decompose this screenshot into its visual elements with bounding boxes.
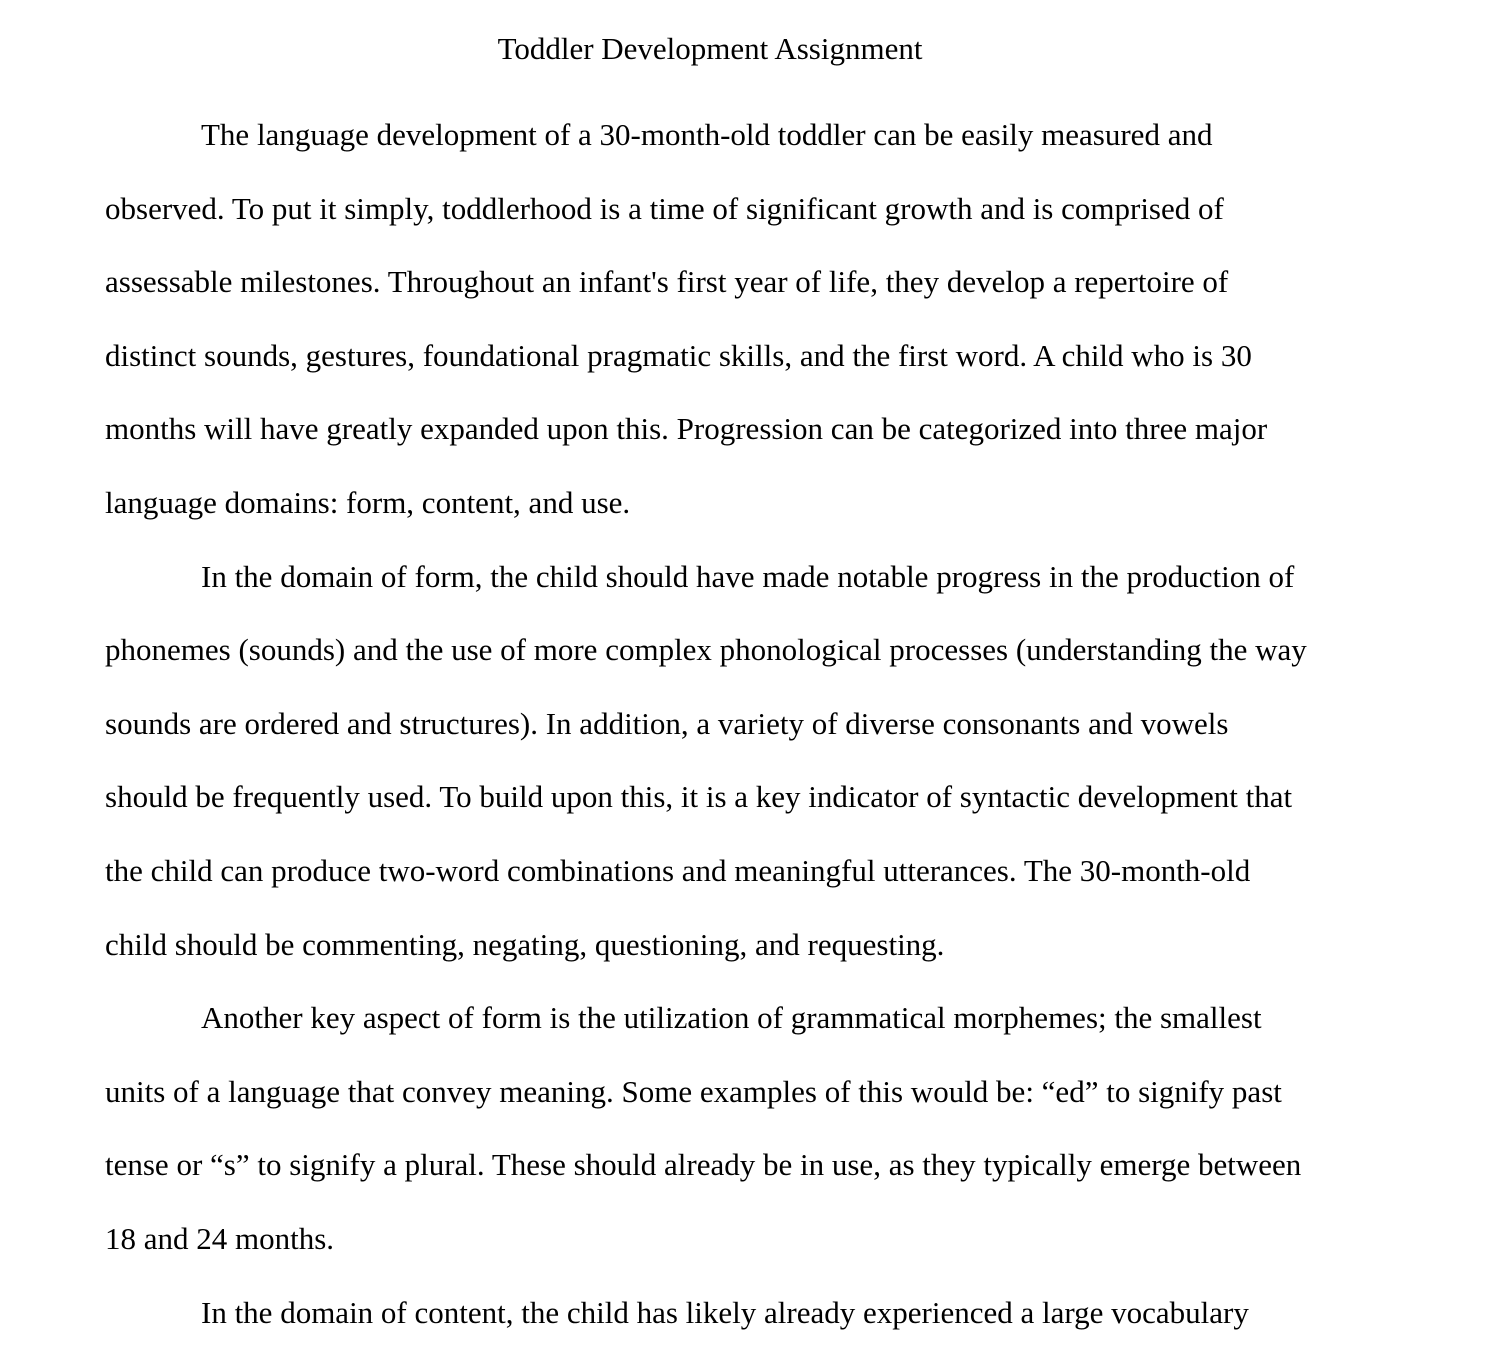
- paragraph-form: [105, 540, 1365, 982]
- paragraph-intro: [105, 98, 1365, 540]
- paragraph-line: months will have greatly expanded upon this. Progression can be categorized into three major: [105, 392, 1365, 466]
- paragraph-content: [105, 1276, 1365, 1349]
- document-title: Toddler Development Assignment: [0, 29, 1420, 69]
- paragraph-line: In the domain of form, the child should have made notable progress in the production of: [105, 540, 1365, 614]
- paragraph-line: assessable milestones. Throughout an infant's first year of life, they develop a repertoire of: [105, 245, 1365, 319]
- paragraph-line: child should be commenting, negating, questioning, and requesting.: [105, 908, 1365, 982]
- paragraph-line: phonemes (sounds) and the use of more complex phonological processes (understanding the way: [105, 613, 1365, 687]
- paragraph-line: language domains: form, content, and use.: [105, 466, 1365, 540]
- paragraph-line: tense or “s” to signify a plural. These should already be in use, as they typically emerge between: [105, 1128, 1365, 1202]
- paragraph-line: distinct sounds, gestures, foundational pragmatic skills, and the first word. A child who is 30: [105, 319, 1365, 393]
- paragraph-line: sounds are ordered and structures). In addition, a variety of diverse consonants and vowels: [105, 687, 1365, 761]
- paragraph-line: The language development of a 30-month-old toddler can be easily measured and: [105, 98, 1365, 172]
- paragraph-morphemes: [105, 981, 1365, 1275]
- paragraph-line: units of a language that convey meaning. Some examples of this would be: “ed” to signify past: [105, 1055, 1365, 1129]
- paragraph-line: the child can produce two-word combinations and meaningful utterances. The 30-month-old: [105, 834, 1365, 908]
- paragraph-line: 18 and 24 months.: [105, 1202, 1365, 1276]
- paragraph-line: should be frequently used. To build upon this, it is a key indicator of syntactic development that: [105, 760, 1365, 834]
- paragraph-line: In the domain of content, the child has likely already experienced a large vocabulary: [105, 1276, 1365, 1349]
- paragraph-line: observed. To put it simply, toddlerhood is a time of significant growth and is comprised of: [105, 172, 1365, 246]
- document-body: [105, 98, 1365, 1349]
- paragraph-line: Another key aspect of form is the utilization of grammatical morphemes; the smallest: [105, 981, 1365, 1055]
